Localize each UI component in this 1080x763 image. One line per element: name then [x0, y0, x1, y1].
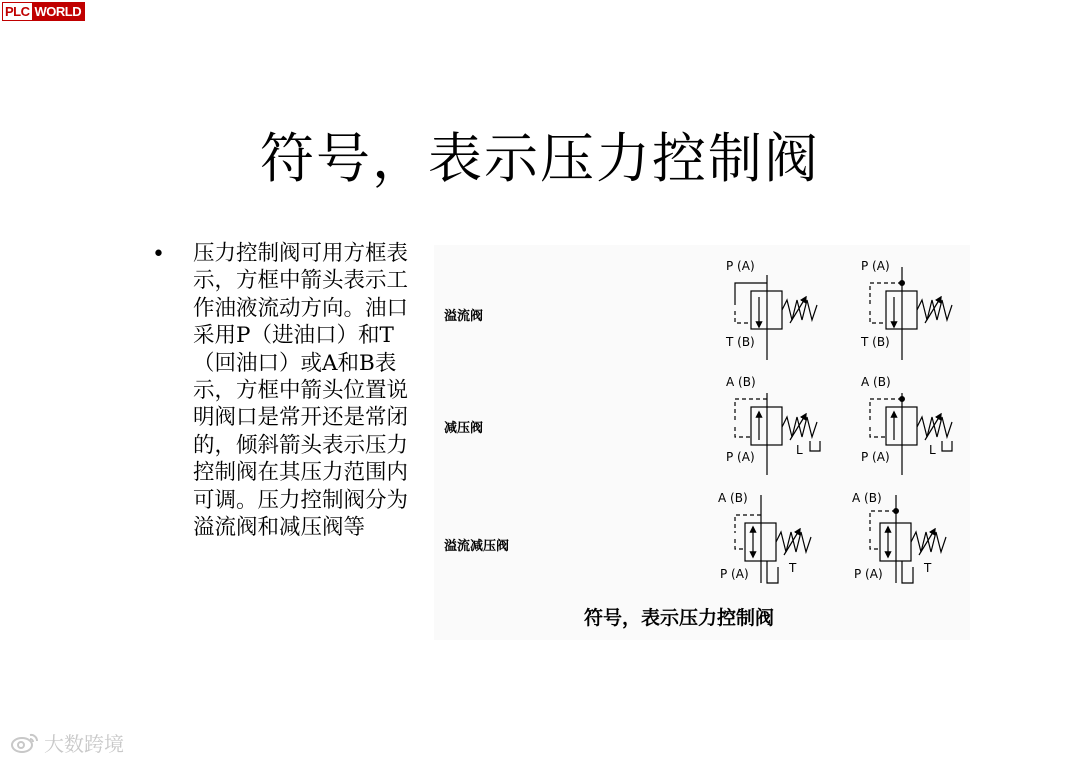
port-label-r1-v1-top: P (A) [726, 259, 755, 273]
valve-symbols-svg [434, 245, 970, 640]
bullet-text: 压力控制阀可用方框表示，方框中箭头表示工作油液流动方向。油口采用P（进油口）和T（回油口）或A和B表示，方框中箭头位置说明阀口是常开还是常闭的，倾斜箭头表示压力控制阀在其压力范围内可调。压力控制阀分为溢流阀和减压阀等 [193, 241, 409, 541]
port-label-r1-v2-top: P (A) [861, 259, 890, 273]
port-label-r3-v2-bottom: P (A) [854, 567, 883, 581]
weibo-icon [10, 731, 40, 755]
port-label-r3-v2-top: A (B) [852, 491, 882, 505]
port-label-r1-v1-bottom: T (B) [726, 335, 755, 349]
port-label-r3-v1-top: A (B) [718, 491, 748, 505]
logo-part-world: WORLD [32, 3, 85, 20]
port-label-r3-v2-tank: T [924, 561, 932, 575]
port-label-r2-v2-top: A (B) [861, 375, 891, 389]
port-label-r2-v2-bottom: P (A) [861, 450, 890, 464]
port-label-r3-v1-bottom: P (A) [720, 567, 749, 581]
watermark [10, 728, 124, 757]
row-label-relief: 溢流阀 [444, 309, 484, 324]
figure-caption: 符号，表示压力控制阀 [584, 607, 775, 629]
slide-title: 符号，表示压力控制阀 [260, 127, 820, 190]
port-label-r2-v1-drain: L [796, 443, 803, 457]
port-label-r2-v2-drain: L [929, 443, 936, 457]
port-label-r3-v1-tank: T [789, 561, 797, 575]
watermark-text: 大数跨境 [44, 732, 124, 756]
port-label-r1-v2-bottom: T (B) [861, 335, 890, 349]
port-label-r2-v1-bottom: P (A) [726, 450, 755, 464]
valve-symbols-figure [434, 245, 970, 640]
plc-world-logo [2, 2, 85, 21]
row-label-relief-reducing: 溢流减压阀 [444, 539, 510, 554]
bullet-marker: • [152, 242, 165, 267]
port-label-r2-v1-top: A (B) [726, 375, 756, 389]
row-label-reducing: 减压阀 [444, 421, 484, 436]
logo-part-plc: PLC [5, 4, 30, 19]
